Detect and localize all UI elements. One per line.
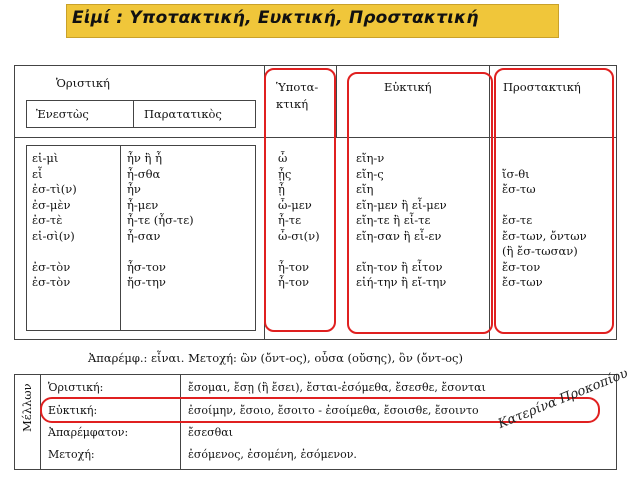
prostaktiki-form: ἔσ-τω (502, 182, 536, 196)
highlight-prostaktiki (494, 68, 614, 334)
enestos-column (32, 151, 77, 291)
header-oristiki: Ὁριστική (56, 76, 110, 90)
header-enestos: Ἐνεστὼς (36, 107, 89, 121)
enestos-form: εἰ-σὶ(ν) (32, 228, 75, 243)
mellon-row-value: ἔσεσθαι (188, 426, 233, 439)
euktiki-form: εἴη (356, 182, 374, 196)
mellon-row-label: Εὐκτική: (48, 404, 98, 417)
euktiki-form: εἰή-την ἢ εἴ-την (356, 275, 447, 289)
oristiki-data-divider (120, 145, 121, 331)
highlight-ypotaktiki (264, 68, 336, 332)
paratatikos-column (127, 151, 194, 291)
ypotaktiki-form: ᾖς (278, 166, 292, 181)
ypotaktiki-form: ὦ-σι(ν) (278, 228, 320, 243)
prostaktiki-form: ἔσ-τον (502, 259, 541, 274)
euktiki-form: εἴη-τε ἢ εἶ-τε (356, 213, 431, 227)
header-euktiki: Εὐκτική (384, 80, 432, 94)
euktiki-form: εἴη-τον ἢ εἶτον (356, 259, 443, 274)
enestos-form: ἐσ-μὲν (32, 197, 71, 212)
ypotaktiki-form: ἦ-τον (278, 275, 310, 289)
ypotaktiki-form: ὦ (278, 151, 288, 165)
euktiki-form: εἴη-μεν ἢ εἶ-μεν (356, 197, 447, 212)
enestos-form: εἰ-μὶ (32, 151, 59, 165)
header-prostaktiki: Προστακτική (503, 80, 581, 94)
enestos-form: ἐσ-τὲ (32, 213, 63, 227)
ypotaktiki-form: ὦ-μεν (278, 197, 312, 212)
enestos-form (32, 244, 77, 260)
enestos-form: εἶ (32, 166, 43, 181)
mellon-label: Μέλλων (20, 383, 34, 432)
mellon-label-divider (40, 374, 41, 470)
page-title: Εἰμί : Υποτακτική, Ευκτική, Προστακτική (72, 8, 479, 28)
prostaktiki-form: (ἢ ἔσ-τωσαν) (502, 244, 578, 258)
prostaktiki-form: ἴσ-θι (502, 166, 530, 181)
prostaktiki-form: ἔσ-των, ὄντων (502, 228, 587, 243)
mellon-row-label: Μετοχή: (48, 448, 95, 461)
paratatikos-form: ἦσ-τον (127, 259, 166, 274)
enestos-form: ἐσ-τὶ(ν) (32, 182, 77, 196)
ypotaktiki-form: ἦ-τε (278, 213, 302, 227)
paratatikos-form: ἦ-σαν (127, 228, 161, 243)
author-signature: Κατερίνα Προκοπίου (496, 366, 631, 432)
paratatikos-form: ἤσ-την (127, 275, 166, 289)
euktiki-form: εἴη-ν (356, 151, 385, 165)
header-ypotaktiki-1: Ὑποτα- (276, 80, 319, 94)
mellon-row-label: Ἀπαρέμφατον: (48, 426, 129, 439)
aparemfato-line: Ἀπαρέμφ.: εἶναι. Μετοχή: ὢν (ὄντ-ος), οὖσα (οὔσης), ὂν (ὄντ-ος) (88, 351, 463, 365)
header-paratatikos: Παρατατικὸς (144, 107, 222, 121)
enestos-form: ἐσ-τὸν (32, 259, 71, 274)
paratatikos-form: ἦν ἢ ἦ (127, 151, 162, 165)
paratatikos-form: ἦ-τε (ἦσ-τε) (127, 213, 194, 227)
mellon-row-value: ἐσοίμην, ἔσοιο, ἔσοιτο - ἐσοίμεθα, ἔσοισθε, ἔσοιντο (188, 404, 479, 417)
paratatikos-form: ἦ-μεν (127, 197, 159, 212)
highlight-euktiki (347, 72, 493, 334)
prostaktiki-form: ἔσ-των (502, 275, 543, 289)
prostaktiki-form: ἔσ-τε (502, 213, 533, 227)
paratatikos-form (127, 244, 194, 260)
col-divider-3 (336, 65, 337, 137)
ypotaktiki-form: ᾖ (278, 182, 285, 196)
euktiki-form: εἴη-σαν ἢ εἶ-εν (356, 228, 442, 243)
euktiki-form: εἴη-ς (356, 166, 384, 181)
mellon-row-value: ἐσόμενος, ἐσομένη, ἐσόμενον. (188, 448, 357, 461)
paratatikos-form: ἦ-σθα (127, 166, 161, 181)
enestos-form: ἐσ-τὸν (32, 275, 71, 289)
header-ypotaktiki-2: κτική (276, 97, 309, 111)
mellon-row-value: ἔσομαι, ἔσῃ (ἢ ἔσει), ἔσται-ἐσόμεθα, ἔσεσθε, ἔσονται (188, 381, 486, 394)
oristiki-sub-divider (133, 100, 134, 128)
mellon-row-label: Ὁριστική: (48, 381, 104, 394)
ypotaktiki-form: ἦ-τον (278, 259, 310, 274)
paratatikos-form: ἦν (127, 182, 141, 196)
